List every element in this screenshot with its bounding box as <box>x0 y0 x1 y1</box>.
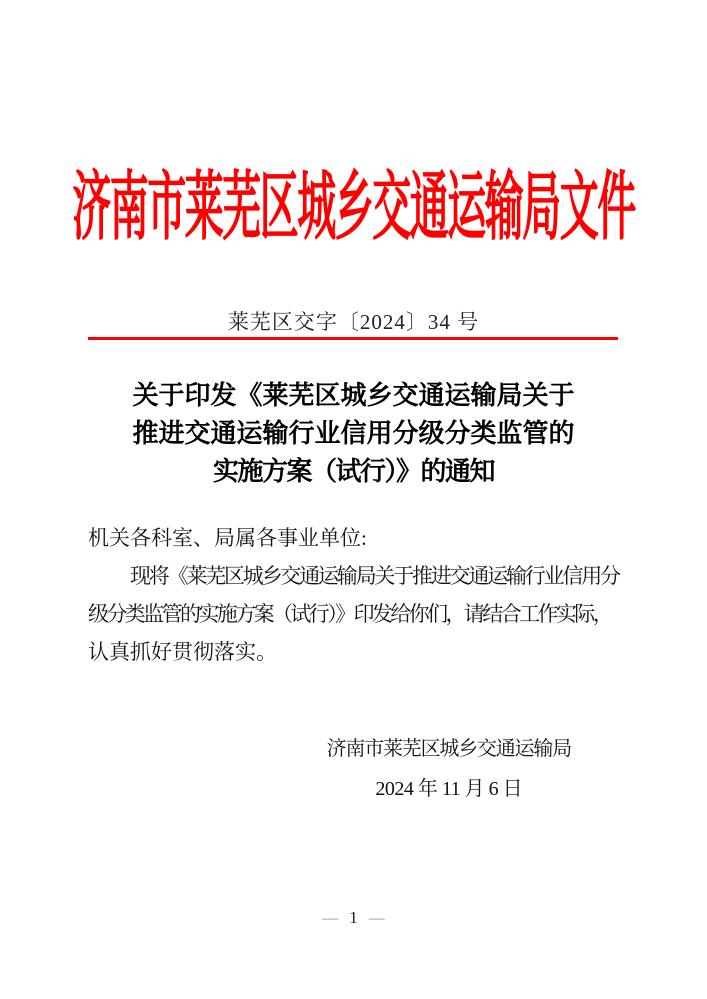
red-divider-line <box>88 337 618 340</box>
document-body <box>88 519 624 671</box>
page-number: 1 <box>349 908 358 927</box>
paragraph-line: 认真抓好贯彻落实。 <box>88 640 277 664</box>
page-footer <box>0 906 707 931</box>
footer-right-dash: — <box>368 910 385 927</box>
signature-block <box>327 729 571 809</box>
document-number: 莱芜区交字〔2024〕34 号 <box>227 310 480 334</box>
title-line-3: 实施方案（试行）》的通知 <box>212 457 494 486</box>
document-title <box>0 377 707 491</box>
agency-title: 济南市莱芜区城乡交通运输局文件 <box>72 167 635 250</box>
title-line-1: 关于印发《莱芜区城乡交通运输局关于 <box>132 381 575 410</box>
salutation: 机关各科室、局属各事业单位: <box>88 526 367 550</box>
red-header-banner <box>0 148 707 250</box>
paragraph-line: 级分类监管的实施方案（试行）》印发给你们，请结合工作实际， <box>88 602 612 626</box>
footer-left-dash: — <box>322 910 339 927</box>
title-line-2: 推进交通运输行业信用分级分类监管的 <box>132 419 575 448</box>
issuer-name: 济南市莱芜区城乡交通运输局 <box>326 738 571 760</box>
issue-date: 2024 年 11 月 6 日 <box>375 778 523 800</box>
paragraph-line: 现将《莱芜区城乡交通运输局关于推进交通运输行业信用分 <box>130 564 619 588</box>
